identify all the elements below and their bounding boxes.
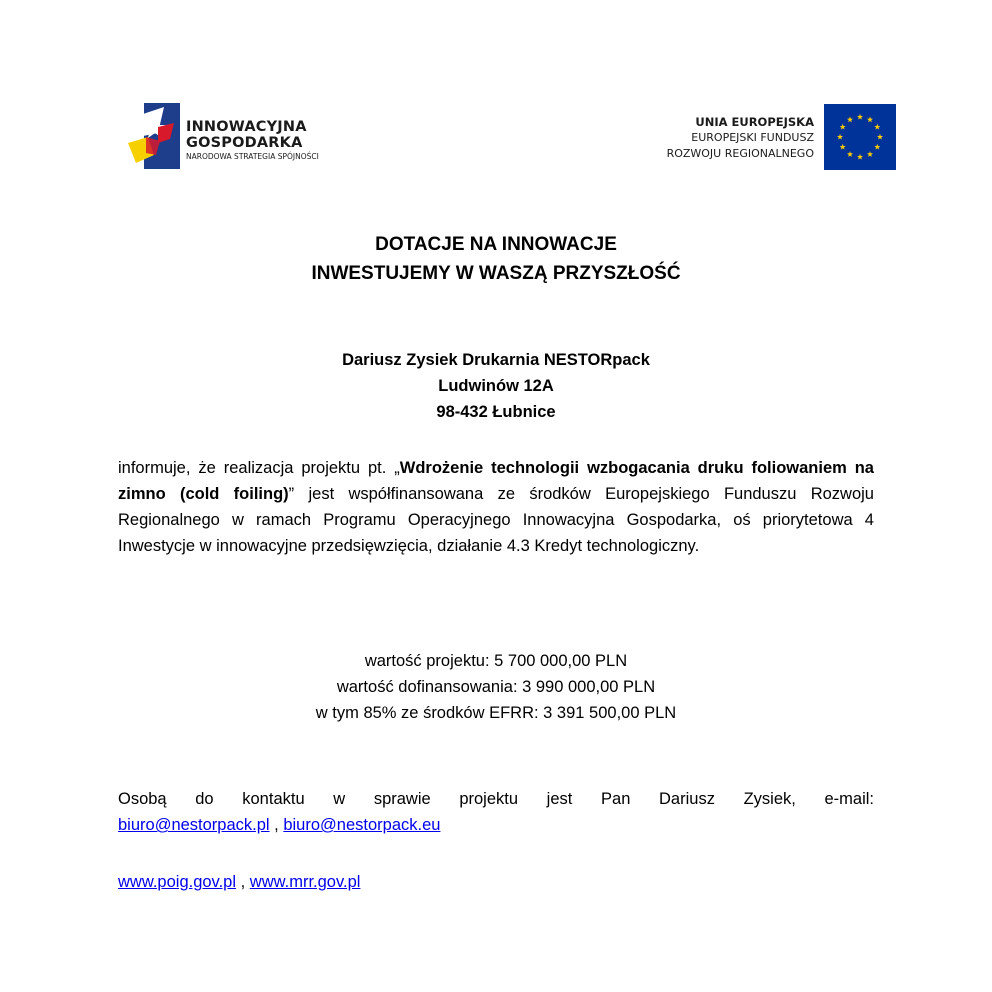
right-logo-line2: EUROPEJSKI FUNDUSZ xyxy=(691,131,814,144)
project-amounts xyxy=(0,648,992,726)
unia-europejska-logo xyxy=(596,104,896,170)
eu-flag-icon xyxy=(824,104,896,170)
email-separator: , xyxy=(269,816,284,834)
project-value: wartość projektu: 5 700 000,00 PLN xyxy=(364,652,628,670)
left-logo-line2: GOSPODARKA xyxy=(186,135,303,151)
website-links xyxy=(118,869,360,895)
mrr-link[interactable]: www.mrr.gov.pl xyxy=(249,873,361,891)
company-name: Dariusz Zysiek Drukarnia NESTORpack xyxy=(342,351,650,369)
left-logo-line3: NARODOWA STRATEGIA SPÓJNOŚCI xyxy=(186,152,319,161)
description-rest: ” jest współfinansowana ze środków Europejskiego Funduszu Rozwoju Regionalnego w ramach Programu Operacyjnego Innowacyjna Gospodarka, oś priorytetowa 4 Inwestycje w innowacyjne przedsięwzięcia, działanie 4.3 Kredyt technologiczny. xyxy=(118,485,874,555)
project-title: Wdrożenie technologii wzbogacania druku foliowaniem na zimno (cold foiling) xyxy=(118,459,874,503)
company-city: 98-432 Łubnice xyxy=(436,403,556,421)
efrr-value: w tym 85% ze środków EFRR: 3 391 500,00 PLN xyxy=(315,704,677,722)
innowacyjna-gospodarka-emblem-icon xyxy=(128,103,180,169)
email-link-pl[interactable]: biuro@nestorpack.pl xyxy=(118,816,270,834)
company-street: Ludwinów 12A xyxy=(438,377,554,395)
contact-text: Osobą do kontaktu w sprawie projektu jest Pan Dariusz Zysiek, e-mail: xyxy=(118,790,874,808)
company-address xyxy=(0,347,992,425)
contact-section xyxy=(118,786,874,838)
project-description xyxy=(118,455,874,559)
cofinancing-value: wartość dofinansowania: 3 990 000,00 PLN xyxy=(336,678,656,696)
links-separator: , xyxy=(236,873,250,891)
right-logo-line3: ROZWOJU REGIONALNEGO xyxy=(666,147,814,160)
title-line1: DOTACJE NA INNOWACJE xyxy=(375,234,617,255)
contact-emails xyxy=(118,812,874,838)
page-title xyxy=(0,230,992,288)
email-link-eu[interactable]: biuro@nestorpack.eu xyxy=(283,816,441,834)
right-logo-line1: UNIA EUROPEJSKA xyxy=(695,115,814,129)
intro-text: informuje, że realizacja projektu pt. „ xyxy=(118,459,400,477)
poig-link[interactable]: www.poig.gov.pl xyxy=(118,873,237,891)
innowacyjna-gospodarka-logo xyxy=(128,103,348,169)
title-line2: INWESTUJEMY W WASZĄ PRZYSZŁOŚĆ xyxy=(311,263,681,284)
left-logo-line1: INNOWACYJNA xyxy=(186,119,307,135)
